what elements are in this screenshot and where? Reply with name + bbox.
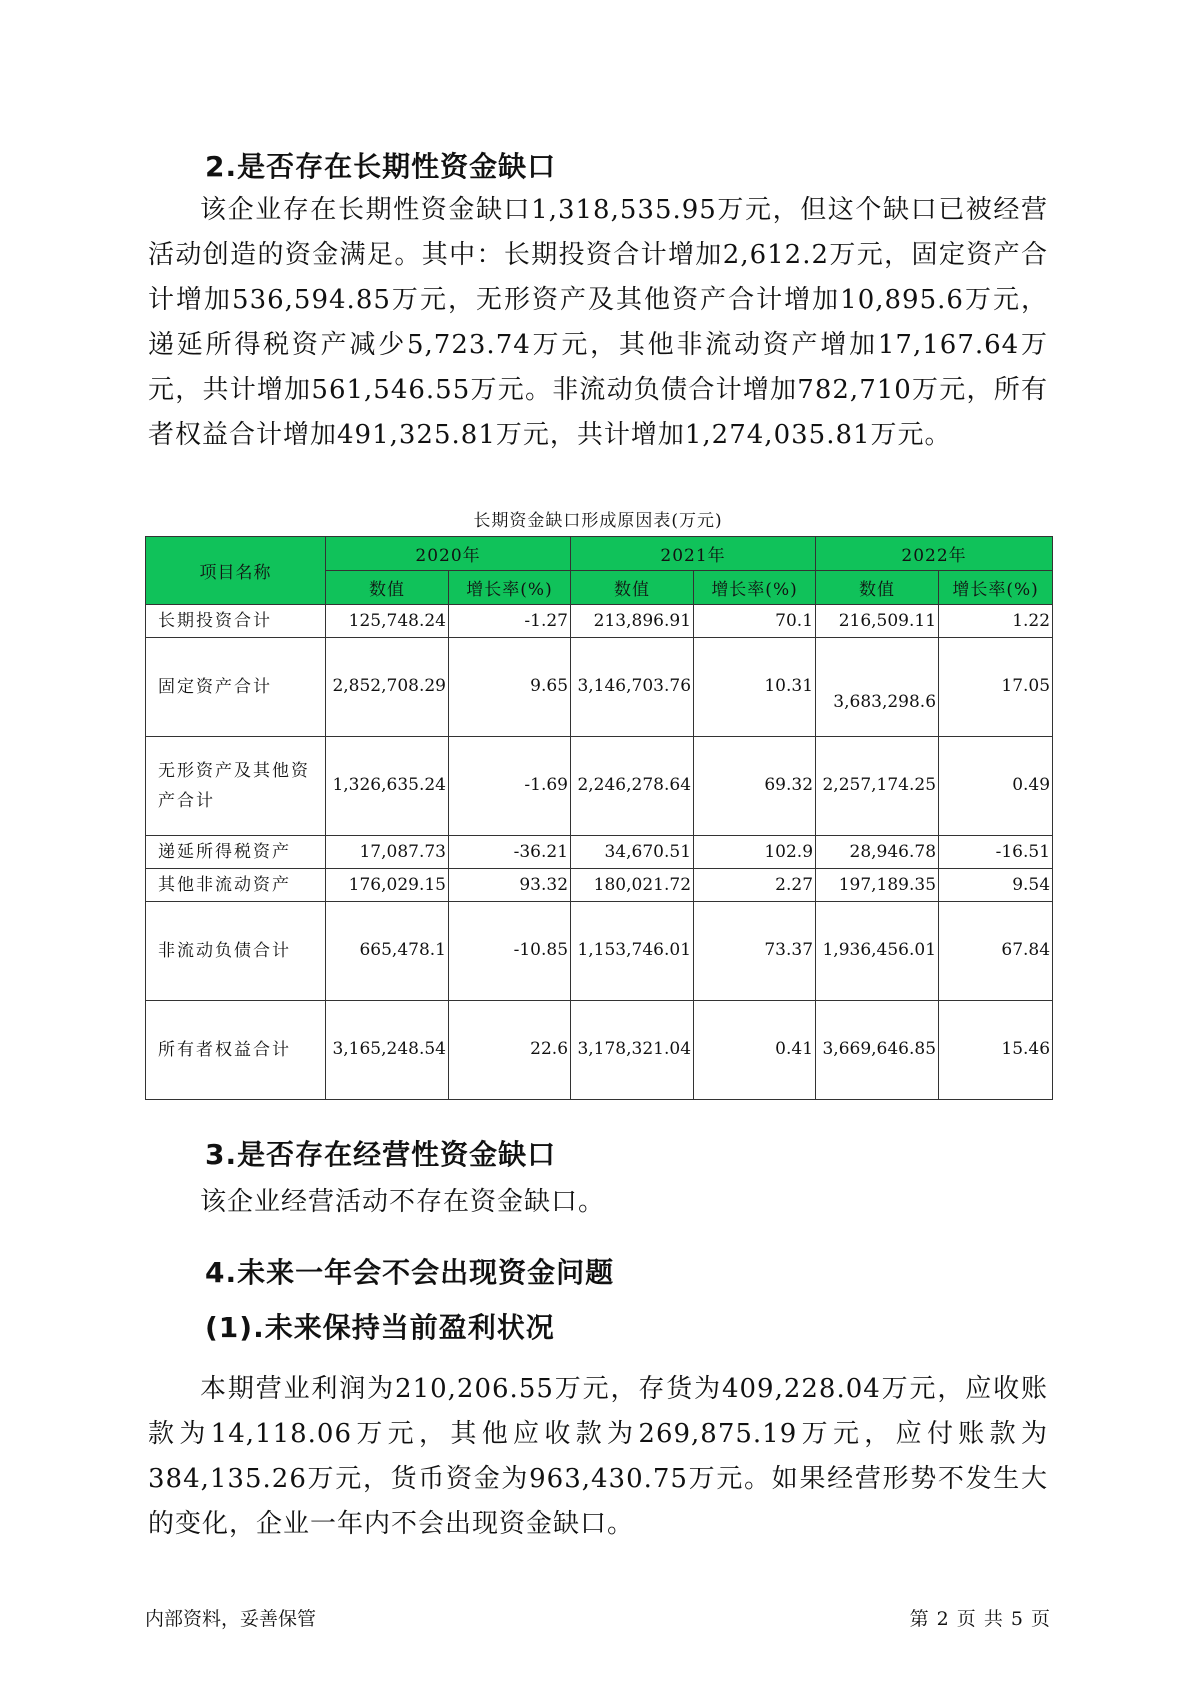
subheader-value: 数值 bbox=[571, 571, 694, 605]
cell-rate: 10.31 bbox=[694, 638, 816, 737]
table-row bbox=[146, 836, 1053, 869]
row-label: 递延所得税资产 bbox=[146, 836, 326, 869]
section-4-heading: 4.未来一年会不会出现资金问题 bbox=[205, 1256, 615, 1289]
cell-value: 3,669,646.85 bbox=[816, 1001, 939, 1100]
cell-value: 2,246,278.64 bbox=[571, 737, 694, 836]
long-term-gap-table bbox=[145, 536, 1053, 1100]
cell-rate: 15.46 bbox=[939, 1001, 1053, 1100]
section-2-paragraph: 该企业存在长期性资金缺口1,318,535.95万元，但这个缺口已被经营活动创造的资金满足。其中：长期投资合计增加2,612.2万元，固定资产合计增加536,594.85万元，无形资产及其他资产合计增加10,895.6万元，递延所得税资产减少5,723.74万元，其他非流动资产增加17,167.64万元，共计增加561,546.55万元。非流动负债合计增加782,710万元，所有者权益合计增加491,325.81万元，共计增加1,274,035.81万元。 bbox=[148, 195, 1048, 450]
table-caption: 长期资金缺口形成原因表(万元) bbox=[473, 511, 723, 531]
section-4-subheading: (1).未来保持当前盈利状况 bbox=[205, 1311, 555, 1344]
cell-value: 2,257,174.25 bbox=[816, 737, 939, 836]
cell-value: 3,178,321.04 bbox=[571, 1001, 694, 1100]
cell-rate: 102.9 bbox=[694, 836, 816, 869]
subheader-rate: 增长率(%) bbox=[449, 571, 571, 605]
cell-rate: 9.65 bbox=[449, 638, 571, 737]
section-3-paragraph: 该企业经营活动不存在资金缺口。 bbox=[200, 1187, 606, 1217]
cell-rate: 73.37 bbox=[694, 902, 816, 1001]
cell-value: 197,189.35 bbox=[816, 869, 939, 902]
subheader-value: 数值 bbox=[326, 571, 449, 605]
subheader-rate: 增长率(%) bbox=[694, 571, 816, 605]
table-row bbox=[146, 902, 1053, 1001]
cell-value: 3,683,298.6 bbox=[816, 638, 939, 737]
cell-rate: -1.69 bbox=[449, 737, 571, 836]
cell-rate: -36.21 bbox=[449, 836, 571, 869]
row-label: 所有者权益合计 bbox=[146, 1001, 326, 1100]
cell-value: 176,029.15 bbox=[326, 869, 449, 902]
cell-rate: 22.6 bbox=[449, 1001, 571, 1100]
cell-value: 34,670.51 bbox=[571, 836, 694, 869]
cell-rate: 67.84 bbox=[939, 902, 1053, 1001]
cell-rate: 93.32 bbox=[449, 869, 571, 902]
cell-rate: -16.51 bbox=[939, 836, 1053, 869]
header-year-2020: 2020年 bbox=[326, 537, 571, 571]
footer-confidential-note: 内部资料，妥善保管 bbox=[145, 1608, 317, 1630]
cell-value: 665,478.1 bbox=[326, 902, 449, 1001]
cell-rate: 1.22 bbox=[939, 605, 1053, 638]
row-label: 其他非流动资产 bbox=[146, 869, 326, 902]
cell-rate: 69.32 bbox=[694, 737, 816, 836]
header-year-2021: 2021年 bbox=[571, 537, 816, 571]
cell-rate: 0.49 bbox=[939, 737, 1053, 836]
cell-value: 3,146,703.76 bbox=[571, 638, 694, 737]
subheader-rate: 增长率(%) bbox=[939, 571, 1053, 605]
cell-rate: 2.27 bbox=[694, 869, 816, 902]
cell-value: 1,153,746.01 bbox=[571, 902, 694, 1001]
section-2-heading: 2.是否存在长期性资金缺口 bbox=[205, 150, 557, 183]
cell-rate: -10.85 bbox=[449, 902, 571, 1001]
cell-value: 1,936,456.01 bbox=[816, 902, 939, 1001]
cell-value: 17,087.73 bbox=[326, 836, 449, 869]
cell-value: 180,021.72 bbox=[571, 869, 694, 902]
table-row bbox=[146, 737, 1053, 836]
cell-rate: 70.1 bbox=[694, 605, 816, 638]
header-year-2022: 2022年 bbox=[816, 537, 1053, 571]
header-item-name: 项目名称 bbox=[146, 537, 326, 605]
cell-rate: 0.41 bbox=[694, 1001, 816, 1100]
subheader-value: 数值 bbox=[816, 571, 939, 605]
cell-value: 1,326,635.24 bbox=[326, 737, 449, 836]
cell-rate: -1.27 bbox=[449, 605, 571, 638]
cell-value: 2,852,708.29 bbox=[326, 638, 449, 737]
footer-page-number: 第 2 页 共 5 页 bbox=[909, 1608, 1051, 1630]
row-label: 非流动负债合计 bbox=[146, 902, 326, 1001]
table-row bbox=[146, 638, 1053, 737]
table-row bbox=[146, 605, 1053, 638]
row-label: 长期投资合计 bbox=[146, 605, 326, 638]
table-row bbox=[146, 1001, 1053, 1100]
cell-value: 28,946.78 bbox=[816, 836, 939, 869]
row-label: 无形资产及其他资产合计 bbox=[146, 737, 326, 836]
cell-rate: 9.54 bbox=[939, 869, 1053, 902]
row-label: 固定资产合计 bbox=[146, 638, 326, 737]
cell-value: 125,748.24 bbox=[326, 605, 449, 638]
cell-value: 216,509.11 bbox=[816, 605, 939, 638]
cell-rate: 17.05 bbox=[939, 638, 1053, 737]
section-3-heading: 3.是否存在经营性资金缺口 bbox=[205, 1138, 557, 1171]
table-row bbox=[146, 869, 1053, 902]
section-4-paragraph: 本期营业利润为210,206.55万元，存货为409,228.04万元，应收账款为14,118.06万元，其他应收款为269,875.19万元，应付账款为384,135.26万元，货币资金为963,430.75万元。如果经营形势不发生大的变化，企业一年内不会出现资金缺口。 bbox=[148, 1374, 1048, 1539]
cell-value: 213,896.91 bbox=[571, 605, 694, 638]
cell-value: 3,165,248.54 bbox=[326, 1001, 449, 1100]
